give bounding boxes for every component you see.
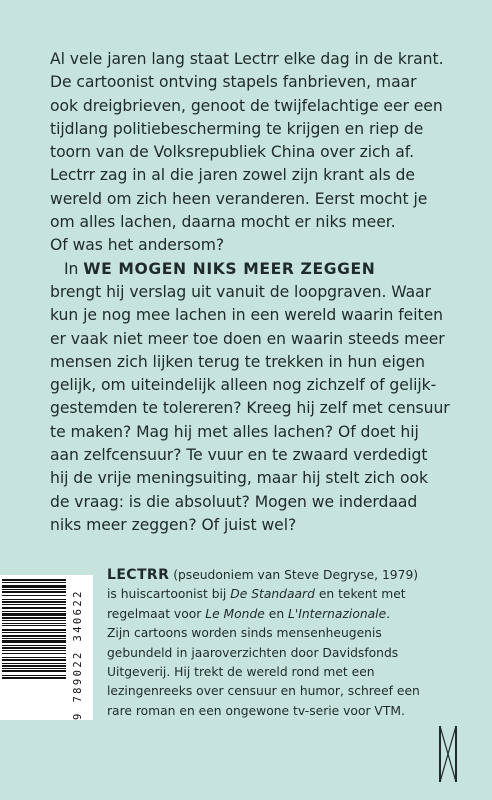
bio-text: en tekent met [314,587,406,602]
blurb-prefix: In [64,259,84,278]
barcode-bar [2,585,66,588]
newspaper-name: L'Internazionale [288,606,387,621]
barcode-bar [2,645,66,646]
blurb-line: niks meer zeggen? Of juist wel? [50,515,297,534]
isbn-number: 9 789022 340622 [72,589,84,720]
back-cover-blurb [50,48,470,537]
bio-text: (pseudoniem van Steve Degryse, 1979) [169,568,419,582]
barcode-bar [2,675,66,676]
newspaper-name: Le Monde [205,606,265,621]
barcode-bars [2,579,66,716]
blurb-line: Lectrr zag in al die jaren zowel zijn krant als de [50,166,415,185]
barcode-bar [2,668,66,669]
author-name: LECTRR [107,567,170,583]
publisher-logo-icon [428,720,468,790]
barcode-bar [2,635,66,637]
barcode-bar [2,617,66,619]
blurb-title-line [50,258,470,281]
blurb-line: te maken? Mag hij met alles lachen? Of doet hij [50,422,419,441]
barcode-bar [2,604,66,605]
bio-text: . [386,606,391,621]
barcode-bar [2,640,66,643]
blurb-line: brengt hij verslag uit vanuit de loopgraven. Waar [50,282,431,301]
barcode-bar [2,625,66,626]
blurb-line: aan zelfcensuur? Te vuur en te zwaard verdedigt [50,446,428,465]
bio-line: lezingenreeks over censuur en humor, schreef een [107,684,420,699]
blurb-line: De cartoonist ontving stapels fanbrieven, maar [50,73,417,92]
bio-line [107,605,477,624]
barcode-bar [2,650,66,651]
barcode-bar [2,629,66,631]
blurb-line: ook dreigbrieven, genoot de twijfelachtige eer een [50,96,443,115]
barcode-bar [2,582,66,583]
barcode-bar [2,613,66,616]
bio-line: gebundeld in jaaroverzichten door Davidsfonds [107,645,399,660]
blurb-line: toorn van de Volksrepubliek China over zich af. [50,143,414,162]
barcode-bar [2,665,66,667]
barcode-bar [2,591,66,593]
bio-line: Zijn cartoons worden sinds mensenheugenis [107,626,382,641]
blurb-line: mensen zich lijken terug te trekken in hun eigen [50,352,425,371]
barcode-bar [2,670,66,672]
bio-line: rare roman en een ongewone tv-serie voor VTM. [107,703,405,718]
bio-line: Uitgeverij. Hij trekt de wereld rond met een [107,665,375,680]
barcode-bar [2,595,66,596]
barcode-bar [2,638,66,639]
blurb-line: wereld om zich heen veranderen. Eerst mocht je [50,189,428,208]
blurb-line: kun je nog mee lachen in een wereld waarin feiten [50,306,443,325]
blurb-line: tijdlang politiebescherming te krijgen en riep de [50,119,424,138]
blurb-line: Of was het andersom? [50,236,225,255]
blurb-line: gelijk, om uiteindelijk alleen nog zichzelf of gelijk- [50,376,437,395]
blurb-line: Al vele jaren lang staat Lectrr elke dag in de krant. [50,50,444,68]
newspaper-name: De Standaard [230,587,315,602]
bio-text: regelmaat voor [107,606,206,621]
bio-line [107,585,477,604]
barcode-bar [2,611,66,612]
barcode-bar [2,659,66,661]
blurb-line: de vraag: is die absoluut? Mogen we inderdaad [50,492,418,511]
barcode-bar [2,632,66,633]
blurb-line: hij de vrije meningsuiting, maar hij stelt zich ook [50,469,428,488]
blurb-line: gestemden te tolereren? Kreeg hij zelf met censuur [50,399,450,418]
barcode-bar [2,601,66,603]
barcode-bar [2,607,66,609]
barcode-bar [2,657,66,658]
barcode-bar [2,620,66,621]
blurb-line: er vaak niet meer toe doen en waarin steeds meer [50,329,445,348]
bio-text: en [264,606,289,621]
barcode-bar [2,579,66,581]
barcode-bar [2,623,66,624]
bio-text: is huiscartoonist bij [107,587,231,602]
barcode-bar [2,599,66,600]
barcode-bar [2,647,66,649]
author-bio [107,566,477,721]
barcode-bar [2,589,66,590]
book-title: WE MOGEN NIKS MEER ZEGGEN [83,259,376,278]
barcode-bar [2,663,66,664]
barcode-bar [2,677,66,679]
blurb-line: om alles lachen, daarna mocht er niks meer. [50,213,396,232]
bio-line [107,566,477,585]
barcode-bar [2,653,66,654]
